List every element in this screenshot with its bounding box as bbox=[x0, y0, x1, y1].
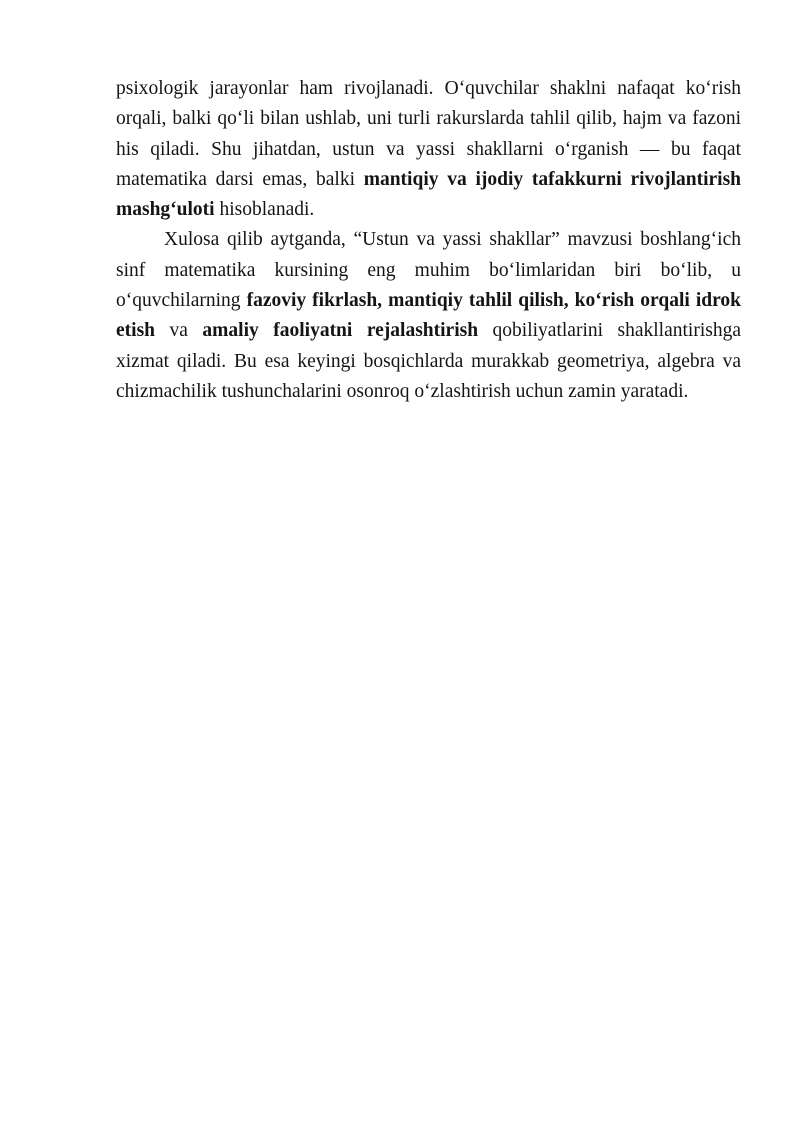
paragraph-conclusion bbox=[116, 225, 741, 407]
paragraph-intro bbox=[116, 74, 741, 225]
paragraph-text: psixologik jarayonlar ham rivojlanadi. O‘quvchilar shaklni nafaqat ko‘rish orqali, balki qo‘li bilan ushlab, uni turli rakurslarda tahlil qilib, hajm va fazoni his qiladi. Shu jihatdan, ustun va yassi shakllarni o‘rganish — bu faqat matematika darsi emas, balki bbox=[116, 78, 741, 190]
paragraph-text: qobiliyatlarini shakllantirishga xizmat qiladi. Bu esa keyingi bosqichlarda murakkab geometriya, algebra va chizmachilik tushunchalarini osonroq o‘zlashtirish uchun zamin yaratadi. bbox=[116, 320, 741, 402]
paragraph-text: va bbox=[155, 320, 203, 342]
paragraph-text: Xulosa qilib aytganda, “Ustun va yassi shakllar” mavzusi boshlang‘ich sinf matematika kursining eng muhim bo‘limlaridan biri bo‘lib, u o‘quvchilarning bbox=[116, 229, 741, 312]
bold-phrase: mantiqiy va ijodiy tafakkurni rivojlantirish mashg‘uloti bbox=[116, 168, 742, 221]
document-page bbox=[116, 74, 741, 407]
bold-phrase: amaliy faoliyatni rejalashtirish bbox=[202, 320, 479, 342]
paragraph-text: hisoblanadi. bbox=[214, 199, 315, 221]
bold-phrase: fazoviy fikrlash, mantiqiy tahlil qilish, ko‘rish orqali idrok etish bbox=[116, 290, 741, 342]
